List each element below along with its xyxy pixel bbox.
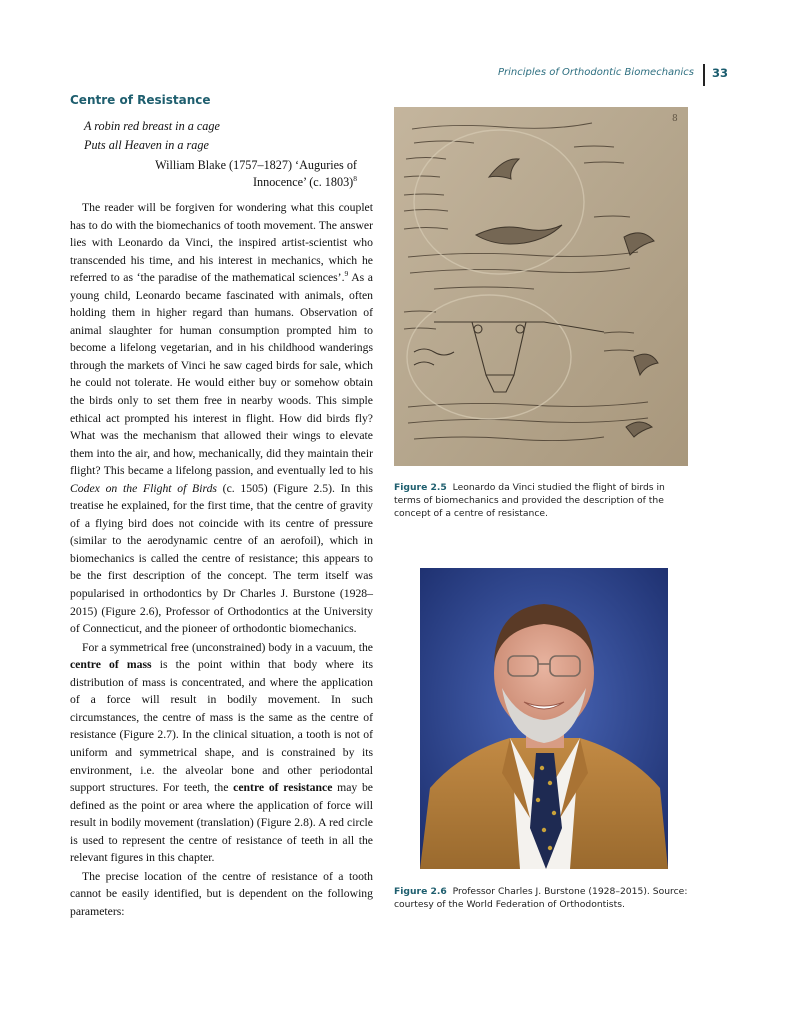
reference-8: 8	[353, 173, 357, 183]
figure-2-6-label: Figure 2.6	[394, 886, 447, 897]
svg-text:8: 8	[672, 114, 678, 124]
page-number: 33	[711, 66, 728, 80]
main-text-column	[70, 93, 373, 920]
section-heading: Centre of Resistance	[70, 93, 211, 107]
figure-2-6-caption	[394, 885, 692, 911]
figure-2-6-caption-text: Professor Charles J. Burstone (1928–2015). Source: courtesy of the World Federation of Orthodontists.	[394, 886, 688, 910]
epigraph-poem	[84, 117, 373, 155]
p2-text-c: may be defined as the point or area where the application of force will result in bodily movement (translation) (Figure 2.8). A red circle is used to represent the centre of resistance of teeth in all the relevant figures in this chapter.	[70, 781, 373, 865]
running-title: Principles of Orthodontic Biomechanics	[498, 67, 694, 78]
poem-line-1: A robin red breast in a cage	[84, 119, 220, 133]
poem-line-2: Puts all Heaven in a rage	[84, 138, 209, 152]
p2-text-a: For a symmetrical free (unconstrained) body in a vacuum, the	[82, 640, 373, 654]
reference-9: 9	[344, 269, 349, 279]
portrait-photo	[420, 568, 668, 869]
paragraph-1	[70, 199, 373, 638]
p2-text-b: is the point within that body where its distribution of mass is concentrated, and where the application of a force will result in bodily movement. In such circumstances, the centre of mass is the same as the centre of resistance (Figure 2.7). In the clinical situation, a tooth is not of uniform and symmetrical shape, and is constrained by its environment, i.e. the alveolar bone and other periodontal support structures. For teeth, the	[70, 658, 374, 795]
p1-text-c: (c. 1505) (Figure 2.5). In this treatise he explained, for the first time, that the centre of gravity of a flying bird does not coincide with its centre of pressure (similar to the aerodynamic centre of an aerofoil), which in biomechanics is called the centre of resistance; this appears to be the first description of the concept. The term itself was popularised in orthodontics by Dr Charles J. Burstone (1928–2015) (Figure 2.6), Professor of Orthodontics at the University of Connecticut, and the pioneer of orthodontic biomechanics.	[70, 481, 373, 636]
figure-2-5-caption	[394, 481, 692, 520]
term-centre-of-resistance: centre of resistance	[233, 781, 333, 795]
manuscript-sketch	[394, 107, 688, 466]
figure-2-5-caption-text: Leonardo da Vinci studied the flight of birds in terms of biomechanics and provided the description of the concept of a centre of resistance.	[394, 482, 665, 519]
figure-2-5-label: Figure 2.5	[394, 482, 447, 493]
figure-2-5-manuscript-image	[394, 107, 688, 466]
attribution-line-2	[70, 174, 357, 191]
paragraph-3: The precise location of the centre of resistance of a tooth cannot be easily identified, but is dependent on the following parameters:	[70, 869, 373, 918]
attribution-line-1: William Blake (1757–1827) ‘Auguries of	[155, 158, 357, 172]
poem-attribution	[70, 157, 357, 191]
header-divider	[703, 64, 705, 86]
running-header	[498, 64, 740, 88]
figure-2-6-portrait-image	[420, 568, 668, 869]
p1-text-b: As a young child, Leonardo became fascinated with animals, often holding them in higher regard than humans. Observation of animal slaughter for human consumption prompted him to become a lifelong vegetarian, and in his childhood wanderings through the markets of Vinci he saw caged birds for sale, which he could not tolerate. He would either buy or somehow obtain the birds only to set them free in nearby woods. This simple ethical act prompted his interest in flight. How did birds fly? What was the mechanism that allowed their wings to elevate them into the air, and how, mechanically, did they maintain their flight? This became a lifelong passion, and eventually led to his	[70, 271, 373, 478]
p1-text-a: The reader will be forgiven for wondering what this couplet has to do with the biomechanics of tooth movement. The answer lies with Leonardo da Vinci, the inspired artist-scientist who transcended his time, and his interest in mechanics, which he referred to as ‘the paradise of the mathematical sciences’.	[70, 201, 373, 285]
codex-title: Codex on the Flight of Birds	[70, 481, 217, 495]
term-centre-of-mass: centre of mass	[70, 658, 152, 672]
attribution-text: Innocence’ (c. 1803)	[252, 175, 354, 189]
paragraph-2	[70, 639, 373, 867]
